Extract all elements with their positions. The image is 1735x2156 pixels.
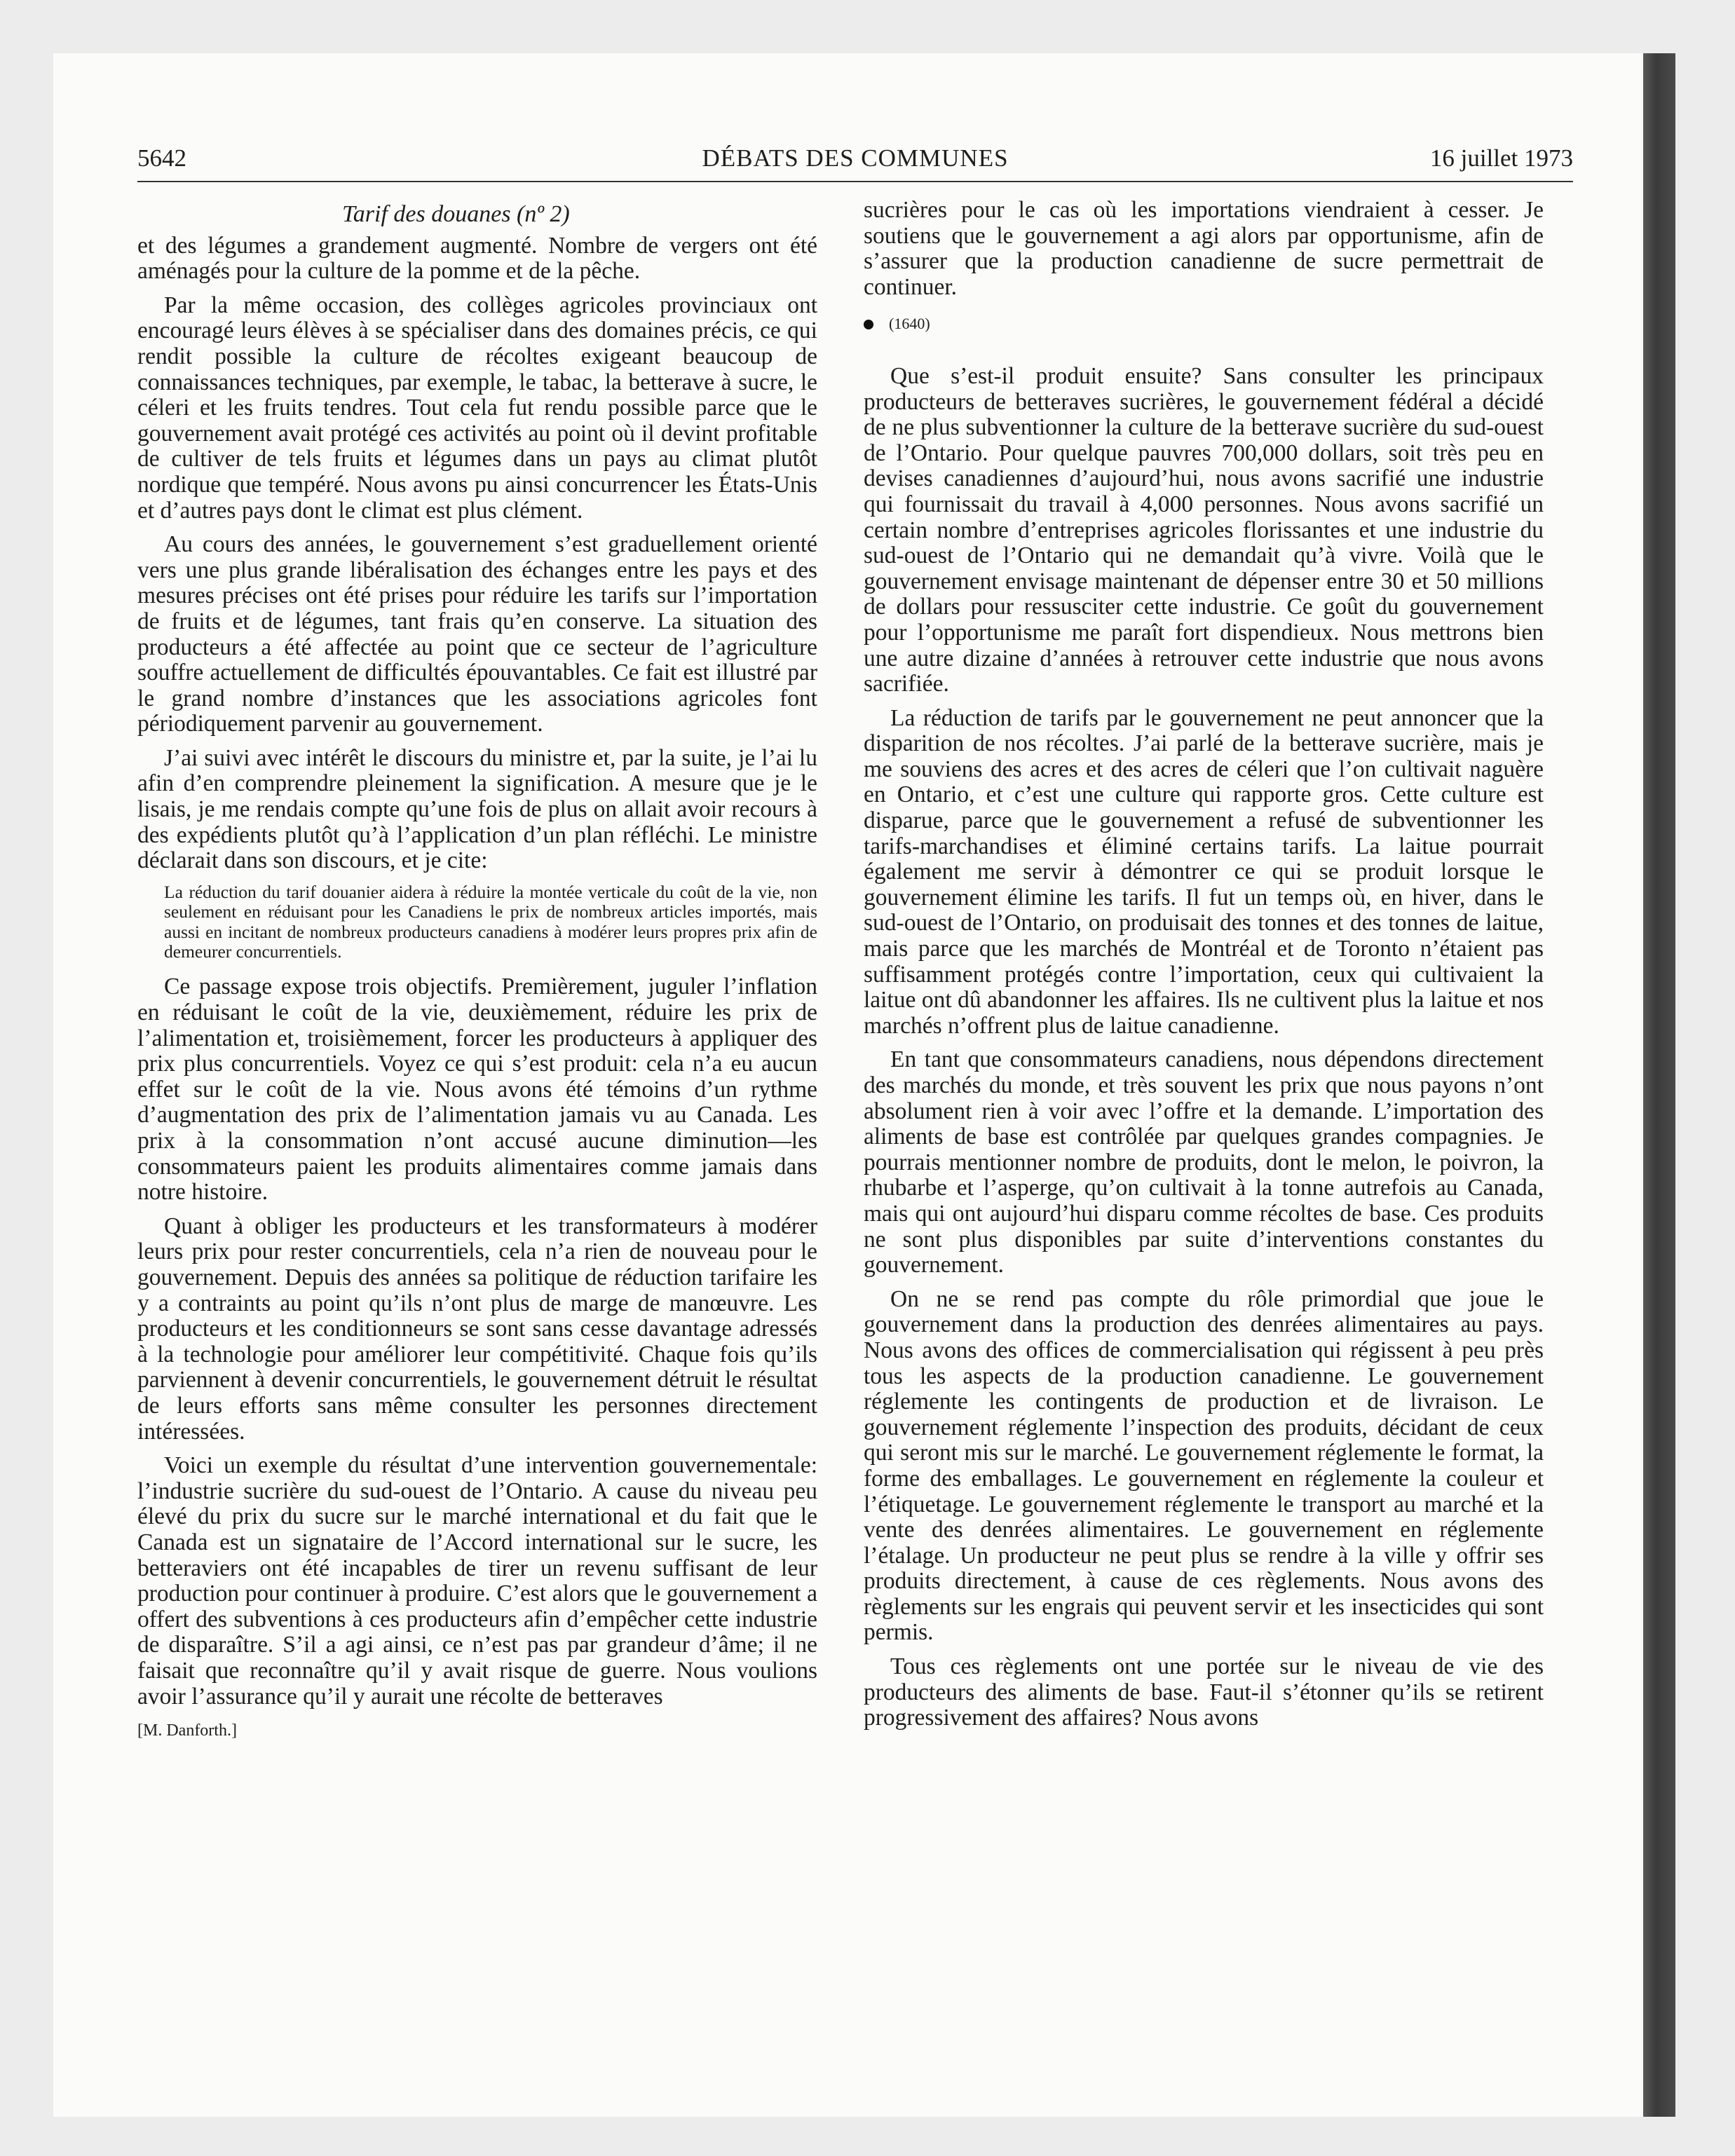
paragraph: et des légumes a grandement augmenté. Nombre de vergers ont été aménagés pour la culture de la pomme et de la pêche. <box>137 232 817 285</box>
left-column <box>137 198 817 1752</box>
paragraph: La réduction de tarifs par le gouvernement ne peut annoncer que la disparition de nos récoltes. J’ai parlé de la betterave sucrière, mais je me souviens des acres et des acres de céleri que l’on cultivait naguère en Ontario, et c’est une culture qui rapporte gros. Cette culture est disparue, parce que le gouvernement a refusé de subventionner les tarifs-marchandises et éliminé certains tarifs. La laitue pourrait également me servir à démontrer ce qui se produit lorsque le gouvernement élimine les tarifs. Il fut un temps où, en hiver, dans le sud-ouest de l’Ontario, on produisait des tonnes et des tonnes de laitue, mais parce que les marchés de Montréal et de Toronto n’étaient pas suffisamment protégés contre l’importation, ceux qui cultivaient la laitue ont dû abandonner les affaires. Ils ne cultivent plus la laitue et nos marchés n’offrent plus de laitue canadienne. <box>864 704 1544 1039</box>
paragraph: Au cours des années, le gouvernement s’est graduellement orienté vers une plus grande libéralisation des échanges entre les pays et des mesures précises ont été prises pour réduire les tarifs sur l’importation de fruits et de légumes, tant frais qu’en conserve. La situation des producteurs a été affectée au point que ce secteur de l’agriculture souffre actuellement de difficultés épouvantables. Ce fait est illustré par le grand nombre d’instances que les associations agricoles font périodiquement parvenir au gouvernement. <box>137 531 817 737</box>
paragraph: Tous ces règlements ont une portée sur le niveau de vie des producteurs des aliments de base. Faut-il s’étonner qu’ils se retirent progressivement des affaires? Nous avons <box>864 1653 1544 1731</box>
section-title: Tarif des douanes (nº 2) <box>342 201 570 227</box>
time-marker-text: (1640) <box>889 315 930 333</box>
paragraph: Quant à obliger les producteurs et les transformateurs à modérer leurs prix pour rester concurrentiels, cela n’a rien de nouveau pour le gouvernement. Depuis des années sa politique de réduction tarifaire les y a contraints au point qu’ils n’ont plus de marge de manœuvre. Les producteurs et les conditionneurs se sont sans cesse davantage adressés à la technologie pour améliorer leur compétitivité. Chaque fois qu’ils parviennent à devenir concurrentiels, le gouvernement détruit le résultat de leurs efforts sans même consulter les personnes directement intéressées. <box>137 1213 817 1445</box>
page-number: 5642 <box>137 144 186 172</box>
paragraph: On ne se rend pas compte du rôle primordial que joue le gouvernement dans la production des denrées alimentaires au pays. Nous avons des offices de commercialisation qui régissent à peu près tous les aspects de la production canadienne. Le gouvernement réglemente les contingents de production et de livraison. Le gouvernement réglemente l’inspection des produits, décidant de ceux qui seront mis sur le marché. Le gouvernement réglemente le format, la forme des emballages. Le gouvernement en réglemente la couleur et l’étiquetage. Le gouvernement réglemente le transport au marché et la vente des denrées alimentaires. Le gouvernement en réglemente l’étalage. Un producteur ne peut plus se rendre à la ville y offrir ses produits directement, à cause de ces règlements. Nous avons des règlements sur les engrais qui peuvent servir et les insecticides qui sont permis. <box>864 1285 1544 1646</box>
page-header <box>137 144 1573 182</box>
speaker-attribution: [M. Danforth.] <box>137 1721 237 1740</box>
right-column <box>864 198 1544 1740</box>
paragraph: Ce passage expose trois objectifs. Premièrement, juguler l’inflation en réduisant le coût de la vie, deuxièmement, réduire les prix de l’alimentation et, troisièmement, forcer les producteurs à appliquer des prix plus concurrentiels. Voyez ce qui s’est produit: cela n’a eu aucun effet sur le coût de la vie. Nous avons été témoins d’un rythme d’augmentation des prix de l’alimentation jamais vu au Canada. Les prix à la consommation n’ont accusé aucune diminution—les consommateurs paient les produits alimentaires comme jamais dans notre histoire. <box>137 974 817 1206</box>
publication-title: DÉBATS DES COMMUNES <box>702 144 1009 172</box>
page-date: 16 juillet 1973 <box>1429 144 1573 172</box>
bullet-icon <box>864 320 873 329</box>
paragraph: sucrières pour le cas où les importations viendraient à cesser. Je soutiens que le gouvernement a agi alors par opportunisme, afin de s’assurer que la production canadienne de sucre permettrait de continuer. <box>864 197 1544 300</box>
paragraph: En tant que consommateurs canadiens, nous dépendons directement des marchés du monde, et très souvent les prix que nous payons n’ont absolument rien à voir avec l’offre et la demande. L’importation des aliments de base est contrôlée par quelques grandes compagnies. Je pourrais mentionner nombre de produits, dont le melon, le poivron, la rhubarbe et l’asperge, qu’on cultivait à la tonne autrefois au Canada, mais qui ont aujourd’hui disparu comme récoltes de base. Ces produits ne sont plus disponibles par suite d’interventions constantes du gouvernement. <box>864 1046 1544 1278</box>
block-quote <box>164 882 817 962</box>
paragraph: Que s’est-il produit ensuite? Sans consulter les principaux producteurs de betteraves sucrières, le gouvernement fédéral a décidé de ne plus subventionner la culture de la betterave sucrière du sud-ouest de l’Ontario. Pour quelque pauvres 700,000 dollars, soit très peu en devises canadiennes d’aujourd’hui, nous avons sacrifié une industrie qui fournissait du travail à 4,000 personnes. Nous avons sacrifié un certain nombre d’entreprises agricoles florissantes et une industrie du sud-ouest de l’Ontario qui ne demandait qu’à vivre. Voilà que le gouvernement envisage maintenant de dépenser entre 30 et 50 millions de dollars pour ressusciter cette industrie. Ce goût du gouvernement pour l’opportunisme me paraît fort dispendieux. Nous mettrons bien une autre dizaine d’années à retrouver cette industrie que nous avons sacrifiée. <box>864 362 1544 697</box>
time-marker <box>864 311 1544 337</box>
paragraph: Par la même occasion, des collèges agricoles provinciaux ont encouragé leurs élèves à se spécialiser dans des domaines précis, ce qui rendit possible la culture de récoltes exigeant beaucoup de connaissances techniques, par exemple, le tabac, la betterave à sucre, le céleri et les fruits tendres. Tout cela fut rendu possible parce que le gouvernement avait protégé ces activités au point où il devint profitable de cultiver de tels fruits et légumes dans un pays au climat plutôt nordique que tempéré. Nous avons pu ainsi concurrencer les États-Unis et d’autres pays dont le climat est plus clément. <box>137 292 817 524</box>
quote-text: La réduction du tarif douanier aidera à réduire la montée verticale du coût de la vie, non seulement en réduisant pour les Canadiens le prix de nombreux articles importés, mais aussi en incitant de nombreux producteurs canadiens à modérer leurs propres prix afin de demeurer concurrentiels. <box>164 881 817 962</box>
paragraph: Voici un exemple du résultat d’une intervention gouvernementale: l’industrie sucrière du sud-ouest de l’Ontario. A cause du niveau peu élevé du prix du sucre sur le marché international et du fait que le Canada est un signataire de l’Accord international sur le sucre, les betteraviers ont été incapables de tirer un revenu suffisant de leur production pour continuer à produire. C’est alors que le gouvernement a offert des subventions à ces producteurs afin d’empêcher cette industrie de disparaître. S’il a agi ainsi, ce n’est pas par grandeur d’âme; il ne faisait que reconnaître qu’il y avait risque de guerre. Nous voulions avoir l’assurance qu’il y aurait une récolte de betteraves <box>137 1452 817 1710</box>
paragraph: J’ai suivi avec intérêt le discours du ministre et, par la suite, je l’ai lu afin d’en comprendre pleinement la signification. A mesure que je le lisais, je me rendais compte qu’une fois de plus on allait avoir recours à des expédients plutôt qu’à l’application d’un plan réfléchi. Le ministre déclarait dans son discours, et je cite: <box>137 744 817 874</box>
binding-edge <box>1643 53 1675 2117</box>
